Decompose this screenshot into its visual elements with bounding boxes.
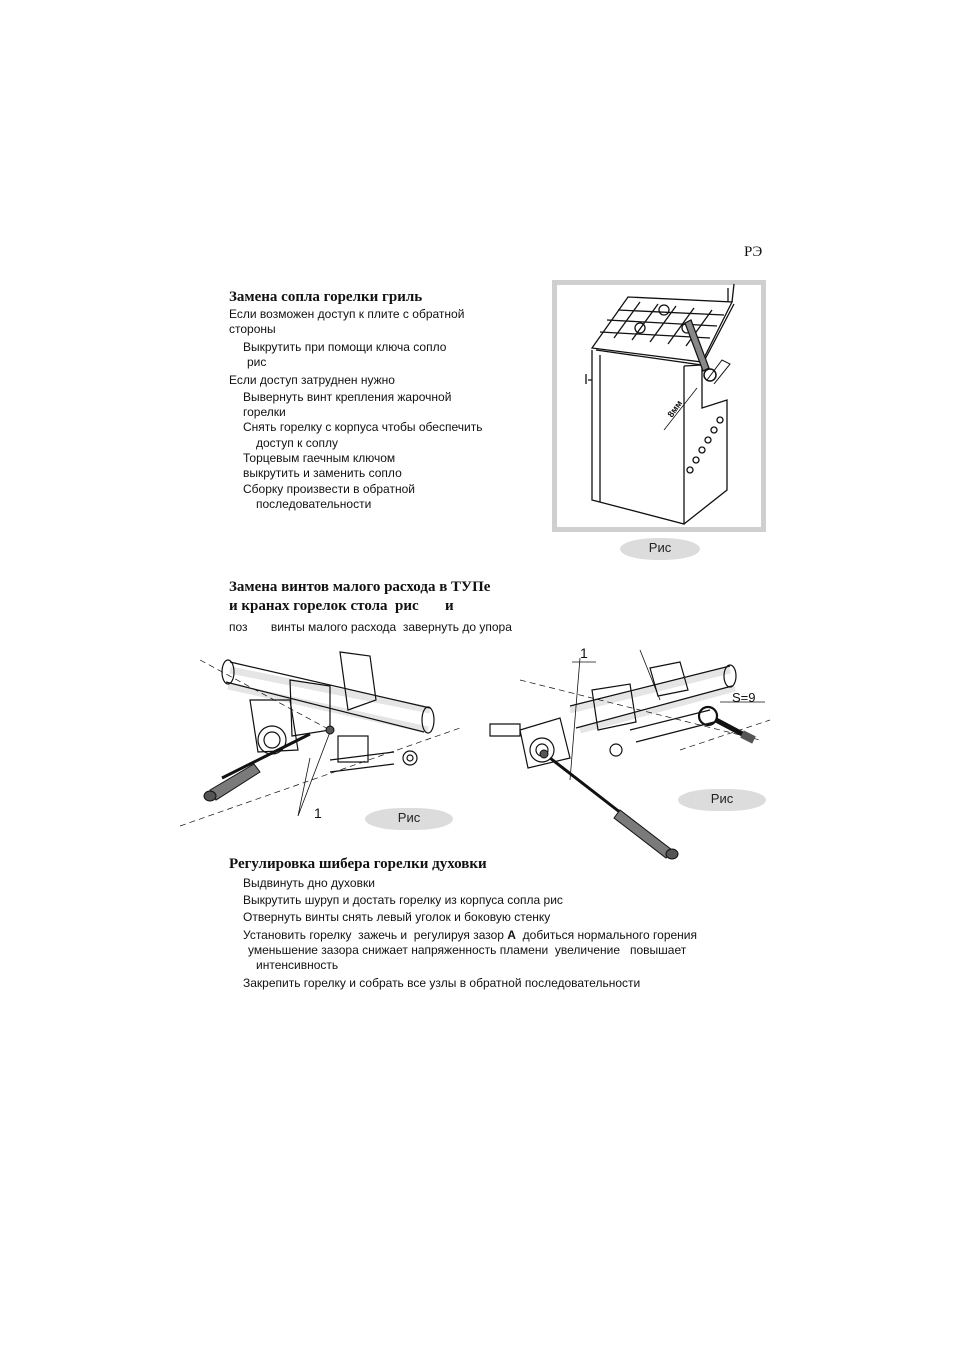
s3-line-4 [243, 928, 697, 943]
s1-line-10: Торцевым гаечным ключом [243, 451, 396, 465]
wrench-size-label: S=9 [732, 690, 756, 705]
s1-line-1: Если возможен доступ к плите с обратной [229, 307, 465, 321]
s1-line-8: Снять горелку с корпуса чтобы обеспечить [243, 420, 483, 434]
section2-title-line2: и кранах горелок стола рис и [229, 598, 454, 614]
section1-title: Замена сопла горелки гриль [229, 289, 423, 305]
document-code: РЭ [744, 244, 763, 260]
figure-right-caption: Рис [678, 789, 766, 811]
s3-line-7: Закрепить горелку и собрать все узлы в обратной последовательности [243, 976, 641, 990]
s1-line-11: выкрутить и заменить сопло [243, 466, 402, 480]
s3-line-3: Отвернуть винты снять левый уголок и боковую стенку [243, 910, 551, 924]
s1-line-4: рис [247, 355, 267, 369]
left-callout-number: 1 [314, 805, 322, 821]
section3-title: Регулировка шибера горелки духовки [229, 856, 487, 872]
s3-line-4-b: добиться нормального горения [515, 928, 698, 942]
figure-right-drawing [480, 640, 780, 860]
s3-line-5: уменьшение зазора снижает напряженность пламени увеличение повышает [248, 943, 687, 957]
figure1-caption: Рис [620, 538, 700, 560]
section2-title-line1: Замена винтов малого расхода в ТУПе [229, 579, 491, 595]
s1-line-9: доступ к соплу [256, 436, 339, 450]
s3-line-1: Выдвинуть дно духовки [243, 876, 375, 890]
s1-line-2: стороны [229, 322, 276, 336]
figure-left-caption: Рис [365, 808, 453, 830]
section2-note: поз винты малого расхода завернуть до упора [229, 620, 512, 634]
s1-line-3: Выкрутить при помощи ключа сопло [243, 340, 447, 354]
s1-line-5: Если доступ затруднен нужно [229, 373, 395, 387]
s1-line-12: Сборку произвести в обратной [243, 482, 415, 496]
dimension-label: 8мм [665, 398, 685, 420]
stove-drawing [552, 280, 766, 532]
s1-line-13: последовательности [256, 497, 372, 511]
right-callout-number: 1 [580, 645, 588, 661]
s3-line-6: интенсивность [256, 958, 339, 972]
gap-a-label: А [507, 928, 516, 942]
s3-line-4-a: Установить горелку зажечь и регулируя зазор [243, 928, 508, 942]
s3-line-2: Выкрутить шуруп и достать горелку из корпуса сопла рис [243, 893, 563, 907]
s1-line-6: Вывернуть винт крепления жарочной [243, 390, 452, 404]
s1-line-7: горелки [243, 405, 286, 419]
